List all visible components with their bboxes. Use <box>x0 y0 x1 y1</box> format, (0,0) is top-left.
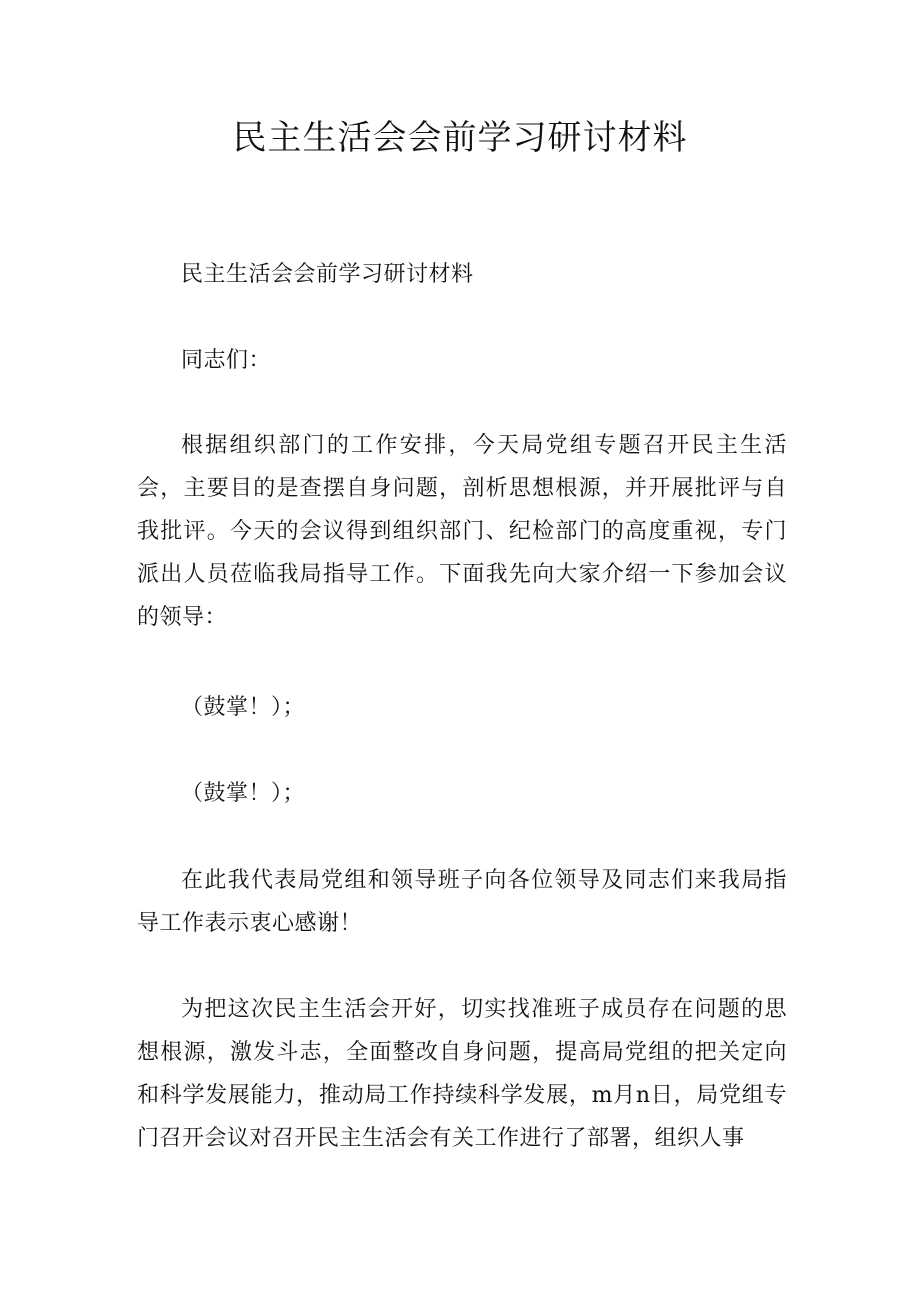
applause-paragraph-2: （鼓掌！）； <box>181 781 306 806</box>
salutation-paragraph: 同志们： <box>181 348 272 373</box>
body-paragraph-3: 为把这次民主生活会开好，切实找准班子成员存在问题的思想根源，激发斗志，全面整改自身问题，提高局党组的把关定向和科学发展能力，推动局工作持续科学发展，m月n日，局党组专门召开会议对召开民主生活会有关工作进行了部署，组织人事 <box>137 997 787 1151</box>
document-title: 民主生活会会前学习研讨材料 <box>232 118 688 158</box>
body-paragraph-1: 根据组织部门的工作安排，今天局党组专题召开民主生活会，主要目的是查摆自身问题，剖析思想根源，并开展批评与自我批评。今天的会议得到组织部门、纪检部门的高度重视，专门派出人员莅临我局指导工作。下面我先向大家介绍一下参加会议的领导： <box>137 433 787 630</box>
body-paragraph-2: 在此我代表局党组和领导班子向各位领导及同志们来我局指导工作表示衷心感谢！ <box>137 868 787 936</box>
subtitle-paragraph: 民主生活会会前学习研讨材料 <box>181 262 474 287</box>
applause-paragraph-1: （鼓掌！）； <box>181 695 306 720</box>
